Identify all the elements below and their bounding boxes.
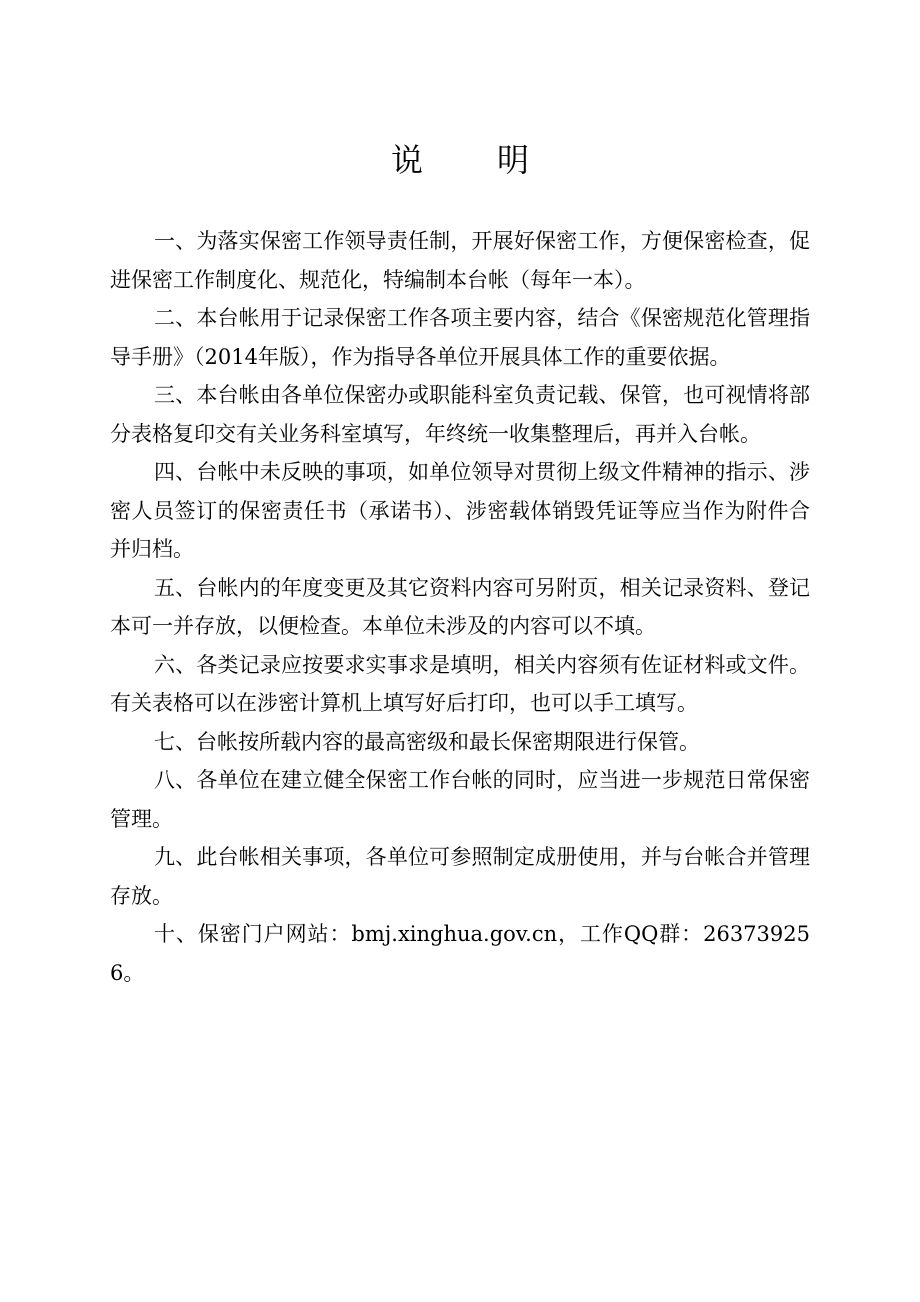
paragraph-4: 四、台帐中未反映的事项，如单位领导对贯彻上级文件精神的指示、涉密人员签订的保密责任书（承诺书）、涉密载体销毁凭证等应当作为附件合并归档。 bbox=[110, 460, 810, 561]
paragraph-1: 一、为落实保密工作领导责任制，开展好保密工作，方便保密检查，促进保密工作制度化、规范化，特编制本台帐（每年一本）。 bbox=[110, 229, 810, 292]
paragraph-8: 八、各单位在建立健全保密工作台帐的同时，应当进一步规范日常保密管理。 bbox=[110, 768, 810, 831]
title-char-right: 明 bbox=[497, 141, 530, 179]
paragraph-6: 六、各类记录应按要求实事求是填明，相关内容须有佐证材料或文件。有关表格可以在涉密计算机上填写好后打印，也可以手工填写。 bbox=[110, 652, 810, 715]
paragraph-7: 七、台帐按所载内容的最高密级和最长保密期限进行保管。 bbox=[154, 729, 700, 754]
instructions-body bbox=[110, 222, 810, 992]
paragraph-2: 二、本台帐用于记录保密工作各项主要内容，结合《保密规范化管理指导手册》（2014年版），作为指导各单位开展具体工作的重要依据。 bbox=[110, 306, 810, 369]
paragraph-5: 五、台帐内的年度变更及其它资料内容可另附页，相关记录资料、登记本可一并存放，以便检查。本单位未涉及的内容可以不填。 bbox=[110, 575, 810, 638]
paragraph-10: 十、保密门户网站：bmj.xinghua.gov.cn，工作QQ群：263739256。 bbox=[110, 922, 810, 985]
paragraph-3: 三、本台帐由各单位保密办或职能科室负责记载、保管，也可视情将部分表格复印交有关业务科室填写，年终统一收集整理后，再并入台帐。 bbox=[110, 383, 810, 446]
paragraph-9: 九、此台帐相关事项，各单位可参照制定成册使用，并与台帐合并管理存放。 bbox=[110, 845, 810, 908]
title-char-left: 说 bbox=[390, 141, 423, 179]
page-title bbox=[0, 138, 920, 182]
